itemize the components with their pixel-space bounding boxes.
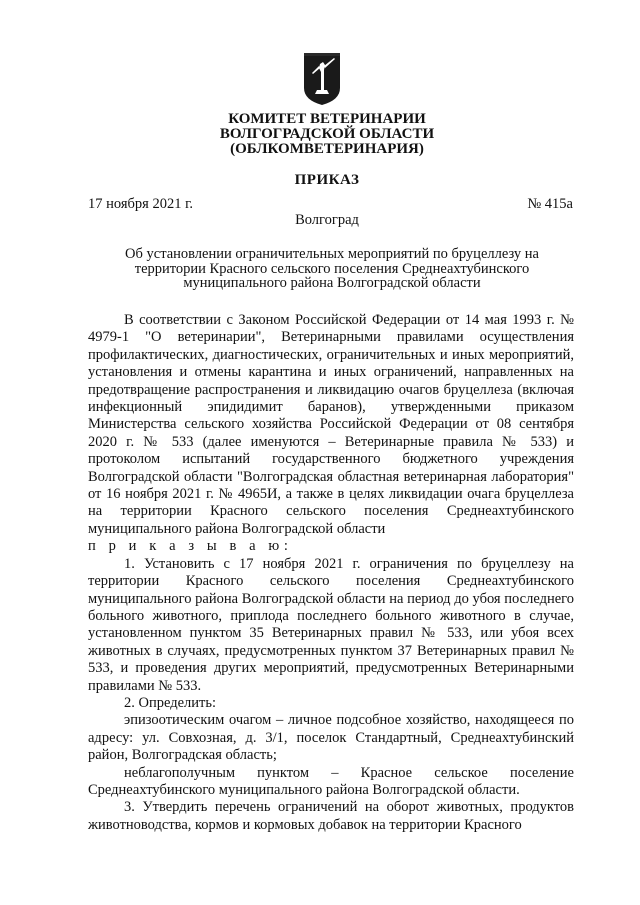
document-type-title: ПРИКАЗ bbox=[294, 172, 360, 188]
subject-line-2: территории Красного сельского поселения Среднеахтубинского bbox=[134, 260, 530, 277]
document-subject bbox=[90, 247, 574, 291]
subject-line-1: Об установлении ограничительных мероприятий по бруцеллезу на bbox=[125, 246, 539, 262]
subject-line-3: муниципального района Волгоградской области bbox=[183, 275, 481, 291]
item-2a-paragraph: эпизоотическим очагом – личное подсобное хозяйство, находящееся по адресу: ул. Совхозная, д. 3/1, поселок Стандартный, Среднеахтубинский район, Волгоградская область; bbox=[88, 712, 574, 764]
document-number: № 415а bbox=[527, 196, 573, 212]
item-1-paragraph: 1. Установить с 17 ноября 2021 г. ограничения по бруцеллезу на территории Красного сельского поселения Среднеахтубинского муниципального района Волгоградской области на период до убоя последнего больного животного, приплода последнего больного животного в случае, установленном пунктом 35 Ветеринарных правил № 533, или убоя всех животных в случаях, предусмотренных пунктом 37 Ветеринарных правил № 533, и проведения других мероприятий, предусмотренных Ветеринарными правилами № 533. bbox=[88, 555, 574, 694]
header-line-1: КОМИТЕТ ВЕТЕРИНАРИИ bbox=[228, 111, 426, 127]
document-city: Волгоград bbox=[295, 212, 359, 228]
item-3-paragraph: 3. Утвердить перечень ограничений на оборот животных, продуктов животноводства, кормов и кормовых добавок на территории Красного bbox=[88, 799, 574, 833]
document-body bbox=[88, 312, 574, 834]
header-line-3: (ОБЛКОМВЕТЕРИНАРИЯ) bbox=[230, 141, 424, 157]
header-line-2: ВОЛГОГРАДСКОЙ ОБЛАСТИ bbox=[219, 126, 435, 142]
item-2-paragraph: 2. Определить: bbox=[124, 694, 217, 711]
document-date: 17 ноября 2021 г. bbox=[88, 196, 194, 212]
organization-header bbox=[0, 112, 640, 157]
item-2b-paragraph: неблагополучным пунктом – Красное сельское поселение Среднеахтубинского муниципального района Волгоградской области. bbox=[88, 764, 574, 798]
order-verb: п р и к а з ы в а ю: bbox=[88, 538, 293, 555]
preamble-paragraph: В соответствии с Законом Российской Федерации от 14 мая 1993 г. № 4979-1 "О ветеринарии", Ветеринарными правилами осуществления профилактических, диагностических, ограничительных и иных мероприятий, установления и отмены карантина и иных ограничений, направленных на предотвращение распространения и ликвидацию очагов бруцеллеза (включая инфекционный эпидидимит баранов), утвержденными приказом Министерства сельского хозяйства Российской Федерации от 08 сентября 2020 г. № 533 (далее именуются – Ветеринарные правила № 533) и протоколом испытаний государственного бюджетного учреждения Волгоградской области "Волгоградская областная ветеринарная лаборатория" от 16 ноября 2021 г. № 4965И, а также в целях ликвидации очага бруцеллеза на территории Красного сельского поселения Среднеахтубинского муниципального района Волгоградской области bbox=[88, 312, 574, 537]
emblem-icon bbox=[303, 52, 341, 106]
